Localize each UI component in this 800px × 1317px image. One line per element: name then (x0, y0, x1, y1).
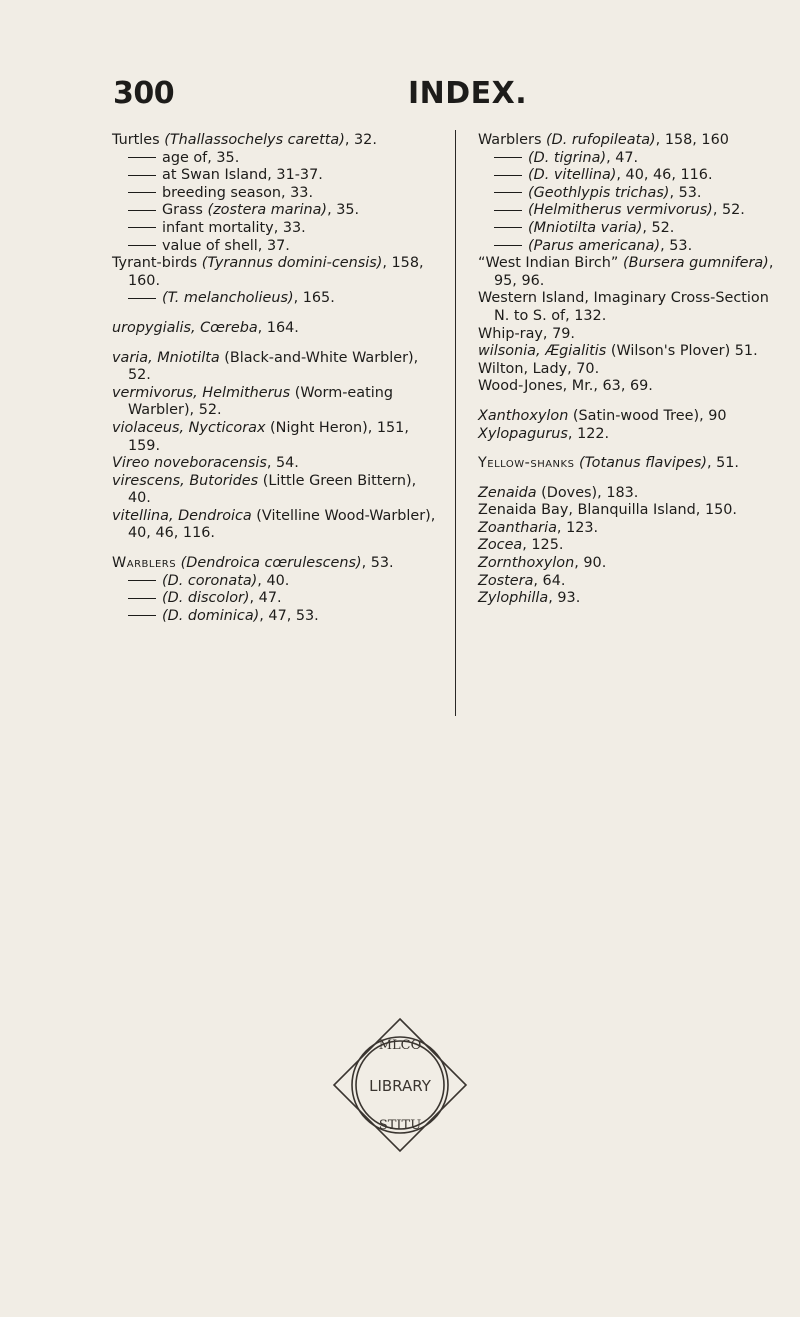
entry-post: (Doves), 183. (536, 484, 639, 501)
entry-it: (Totanus flavipes) (574, 455, 707, 472)
stamp-middle-text: LIBRARY (369, 1077, 431, 1095)
entry-it: (T. melancholieus) (162, 290, 294, 307)
entry-pre: Wood-Jones, Mr., 63, 69. (478, 378, 653, 395)
entry-it: (Parus americana) (528, 237, 661, 254)
index-entry (112, 608, 442, 626)
entry-it: Zostera (478, 572, 534, 589)
entry-it: (Dendroica cœrulescens) (176, 555, 362, 572)
entry-post: , 165. (293, 290, 335, 307)
index-entry (478, 290, 778, 325)
index-entry (478, 150, 778, 168)
entry-it: wilsonia, Ægialitis (478, 343, 607, 360)
entry-post: (Worm-eating Warbler), 52. (128, 384, 393, 419)
index-entry (478, 132, 778, 150)
index-entry (112, 185, 442, 203)
stamp-top-text: MLCO (378, 1038, 422, 1053)
entry-post: , 52. (712, 202, 745, 219)
index-entry (478, 220, 778, 238)
index-entry (478, 426, 778, 444)
entry-post: , 122. (567, 425, 610, 442)
entry-post: , 52. (642, 219, 675, 236)
entry-post: , 64. (533, 572, 566, 589)
page-number: 300 (113, 76, 175, 111)
index-entry (478, 555, 778, 573)
index-entry (112, 420, 442, 455)
entry-pre: breeding season, 33. (162, 184, 314, 201)
index-entry (478, 361, 778, 379)
page-header (0, 76, 800, 116)
index-entry (112, 255, 442, 290)
index-entry (478, 326, 778, 344)
entry-it: (Helmitherus vermivorus) (528, 202, 713, 219)
entry-it: uropygialis, Cœreba (112, 319, 258, 336)
index-entry (112, 590, 442, 608)
entry-it: Vireo noveboracensis (112, 455, 267, 472)
index-entry (112, 508, 442, 543)
index-entry (112, 455, 442, 473)
index-entry (478, 455, 778, 473)
entry-post: , 40, 46, 116. (616, 167, 713, 184)
entry-post: , 53. (669, 184, 702, 201)
entry-it: vermivorus, Helmitherus (112, 384, 291, 401)
entry-pre: age of, 35. (162, 149, 240, 166)
entry-it: (D. tigrina) (528, 149, 607, 166)
entry-post: (Satin-wood Tree), 90 (568, 407, 727, 424)
entry-post: (Little Green Bittern), 40. (128, 472, 417, 507)
index-column-left (112, 132, 442, 625)
entry-head: Tyrant-birds (112, 255, 198, 272)
entry-post: , 47, 53. (259, 607, 319, 624)
entry-it: (D. coronata) (162, 572, 258, 589)
index-entry (112, 220, 442, 238)
index-entry (112, 150, 442, 168)
index-entry (478, 590, 778, 608)
entry-post: , 32. (344, 132, 377, 148)
index-entry (112, 320, 442, 338)
index-entry (478, 485, 778, 503)
entry-it: Zylophilla (478, 590, 549, 607)
entry-it: Zornthoxylon (478, 555, 575, 572)
index-column-right (478, 132, 778, 608)
index-entry (112, 167, 442, 185)
entry-post: , 123. (556, 519, 599, 536)
index-entry (112, 238, 442, 256)
index-entry (112, 555, 442, 573)
entry-post: , 90. (574, 555, 607, 572)
entry-post: , 93. (548, 590, 581, 607)
entry-pre: Whip-ray, 79. (478, 325, 575, 342)
entry-post: , 51. (706, 455, 740, 472)
entry-it: (Thallassochelys caretta) (164, 132, 345, 148)
entry-it: (zostera marina) (207, 202, 328, 219)
entry-post: , 35. (327, 202, 360, 219)
entry-it: Xylopagurus (478, 425, 568, 442)
stamp-bottom-text: STITU (378, 1118, 422, 1133)
entry-post: , 53. (361, 555, 394, 572)
index-entry (112, 350, 442, 385)
index-entry (478, 343, 778, 361)
index-entry (478, 255, 778, 290)
index-entry (478, 185, 778, 203)
index-entry (478, 537, 778, 555)
entry-it: (D. vitellina) (528, 167, 617, 184)
entry-it: (Mniotilta varia) (528, 219, 643, 236)
entry-it: varia, Mniotilta (112, 349, 220, 366)
entry-it: (D. discolor) (162, 590, 250, 607)
entry-head: Turtles (112, 132, 160, 148)
entry-post: , 158, 160. (128, 255, 424, 289)
entry-pre: “West Indian Birch” (478, 255, 623, 272)
index-entry (478, 502, 778, 520)
index-entry (478, 202, 778, 220)
entry-post: , 54. (266, 455, 299, 472)
index-entry (112, 385, 442, 420)
page-title: INDEX. (408, 76, 528, 111)
index-entry (112, 473, 442, 508)
index-entry (112, 290, 442, 308)
column-divider (455, 130, 456, 716)
entry-post: (Vitelline Wood-Warbler), 40, 46, 116. (128, 507, 436, 542)
index-entry (478, 167, 778, 185)
entry-pre: at Swan Island, 31-37. (162, 167, 323, 184)
entry-it: violaceus, Nycticorax (112, 419, 266, 436)
entry-it: vitellina, Dendroica (112, 507, 252, 524)
entry-post: (Night Heron), 151, 159. (128, 419, 409, 454)
index-entry (112, 573, 442, 591)
index-entry (112, 132, 442, 150)
entry-post: (Black-and-White Warbler), 52. (128, 349, 419, 384)
entry-pre: Western Island, Imaginary Cross-Section N. to S. of, 132. (478, 290, 769, 324)
entry-post: , 47. (606, 149, 639, 166)
entry-it: virescens, Butorides (112, 472, 259, 489)
entry-post: (Wilson's Plover) 51. (606, 343, 758, 360)
index-entry (478, 238, 778, 256)
entry-it: (D. rufopileata) (546, 132, 656, 148)
entry-it: (Bursera gumnifera) (622, 255, 769, 272)
entry-post: , 40. (257, 572, 290, 589)
library-stamp (330, 1015, 470, 1155)
index-entry (478, 408, 778, 426)
entry-post: , 95, 96. (494, 255, 774, 289)
index-entry (478, 573, 778, 591)
entry-pre: Wilton, Lady, 70. (478, 360, 600, 377)
entry-pre: infant mortality, 33. (162, 219, 306, 236)
entry-post: , 47. (249, 590, 282, 607)
entry-head: Warblers (478, 132, 542, 148)
entry-post: , 53. (660, 237, 693, 254)
entry-it: Xanthoxylon (478, 407, 569, 424)
index-entry (112, 202, 442, 220)
entry-post: , 158, 160 (655, 132, 729, 148)
index-entry (478, 520, 778, 538)
entry-post: , 164. (257, 319, 299, 336)
index-entry (478, 378, 778, 396)
entry-it: (Tyrannus domini-censis) (201, 255, 383, 272)
entry-sc: Warblers (112, 555, 177, 572)
entry-it: (D. dominica) (162, 607, 260, 624)
entry-it: Zoantharia (478, 519, 557, 536)
entry-pre: Zenaida Bay, Blanquilla Island, 150. (478, 502, 737, 519)
entry-it: Zocea (478, 537, 523, 554)
entry-pre: value of shell, 37. (162, 237, 290, 254)
entry-post: , 125. (522, 537, 564, 554)
entry-sc: Yellow-shanks (478, 455, 575, 472)
entry-it: (Geothlypis trichas) (528, 184, 670, 201)
entry-pre: Grass (162, 202, 208, 219)
entry-it: Zenaida (478, 484, 537, 501)
